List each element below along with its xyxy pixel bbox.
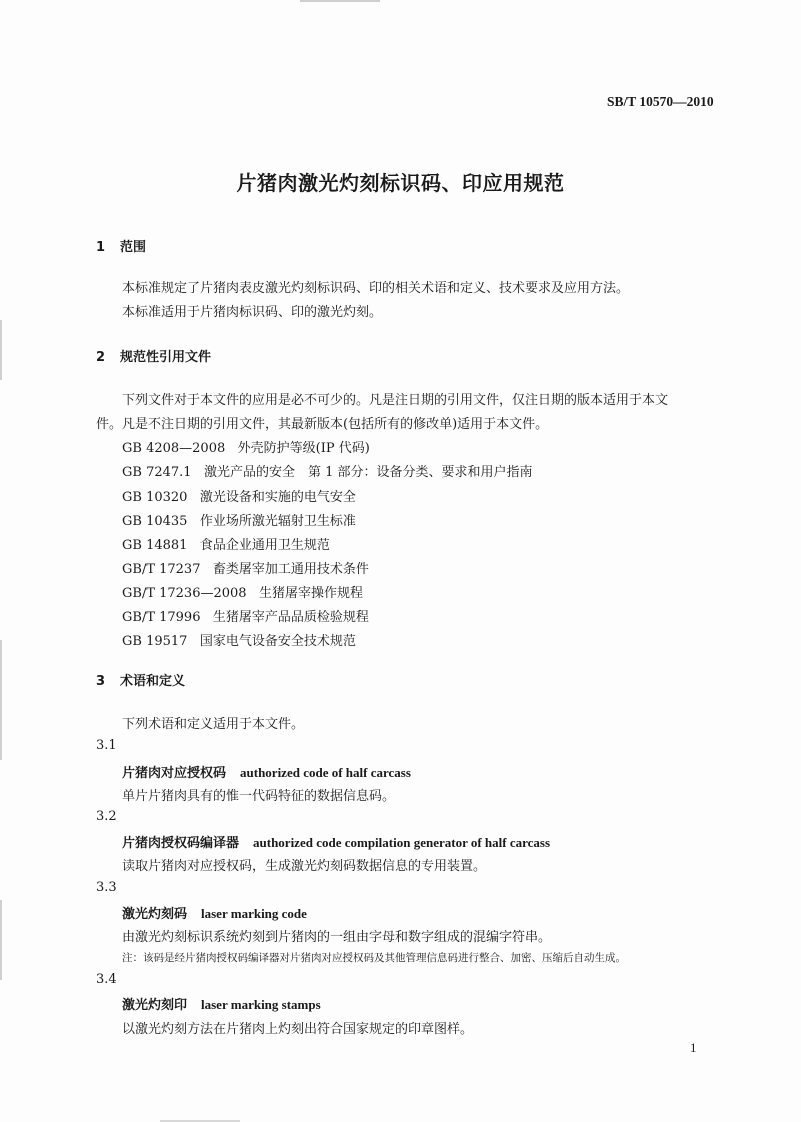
left-scan-edge	[0, 640, 2, 760]
left-scan-edge	[0, 900, 2, 980]
left-scan-edge	[0, 320, 2, 380]
term-heading: 片猪肉授权码编译器 authorized code compilation generator of half carcass	[122, 835, 551, 851]
term-definition: 由激光灼刻标识系统灼刻到片猪肉的一组由字母和数字组成的混编字符串。	[122, 930, 552, 945]
section-heading	[96, 670, 185, 689]
section-number: 2	[96, 350, 106, 365]
term-number: 3.1	[96, 738, 117, 753]
page-title: 片猪肉激光灼刻标识码、印应用规范	[236, 171, 565, 195]
section-number: 3	[96, 674, 106, 689]
term-heading: 激光灼刻码 laser marking code	[122, 906, 307, 922]
term-definition: 单片片猪肉具有的惟一代码特征的数据信息码。	[122, 789, 396, 804]
term-definition: 以激光灼刻方法在片猪肉上灼刻出符合国家规定的印章图样。	[122, 1022, 474, 1037]
reference-item: GB 19517 国家电气设备安全技术规范	[122, 634, 356, 649]
section-heading	[96, 236, 146, 255]
reference-item: GB 4208—2008 外壳防护等级(IP 代码)	[122, 441, 370, 456]
paragraph: 本标准规定了片猪肉表皮激光灼刻标识码、印的相关术语和定义、技术要求及应用方法。	[122, 281, 630, 296]
reference-item: GB 10435 作业场所激光辐射卫生标准	[122, 514, 356, 529]
section-title: 术语和定义	[120, 674, 186, 689]
term-definition: 读取片猪肉对应授权码，生成激光灼刻码数据信息的专用装置。	[122, 859, 487, 874]
section-title: 范围	[120, 240, 147, 255]
term-heading: 激光灼刻印 laser marking stamps	[122, 997, 321, 1013]
paragraph: 下列文件对于本文件的应用是必不可少的。凡是注日期的引用文件，仅注日期的版本适用于本文	[122, 393, 669, 408]
term-number: 3.4	[96, 972, 117, 987]
reference-item: GB/T 17237 畜类屠宰加工通用技术条件	[122, 562, 369, 577]
page-number: 1	[690, 1040, 697, 1055]
term-note: 注：该码是经片猪肉授权码编译器对片猪肉对应授权码及其他管理信息码进行整合、加密、压缩后自动生成。	[122, 952, 626, 964]
paragraph: 本标准适用于片猪肉标识码、印的激光灼刻。	[122, 305, 383, 320]
paragraph: 下列术语和定义适用于本文件。	[122, 717, 305, 732]
paragraph: 件。凡是不注日期的引用文件，其最新版本(包括所有的修改单)适用于本文件。	[96, 417, 549, 432]
reference-item: GB 7247.1 激光产品的安全 第 1 部分：设备分类、要求和用户指南	[122, 465, 533, 480]
term-number: 3.2	[96, 809, 117, 824]
section-title: 规范性引用文件	[120, 350, 212, 365]
standard-code: SB/T 10570—2010	[607, 94, 714, 109]
reference-item: GB 14881 食品企业通用卫生规范	[122, 538, 330, 553]
term-heading: 片猪肉对应授权码 authorized code of half carcass	[122, 765, 411, 781]
top-scan-rule	[300, 0, 380, 2]
section-number: 1	[96, 240, 106, 255]
section-heading	[96, 346, 211, 365]
reference-item: GB 10320 激光设备和实施的电气安全	[122, 490, 356, 505]
reference-item: GB/T 17996 生猪屠宰产品品质检验规程	[122, 610, 369, 625]
term-number: 3.3	[96, 880, 117, 895]
reference-item: GB/T 17236—2008 生猪屠宰操作规程	[122, 586, 363, 601]
